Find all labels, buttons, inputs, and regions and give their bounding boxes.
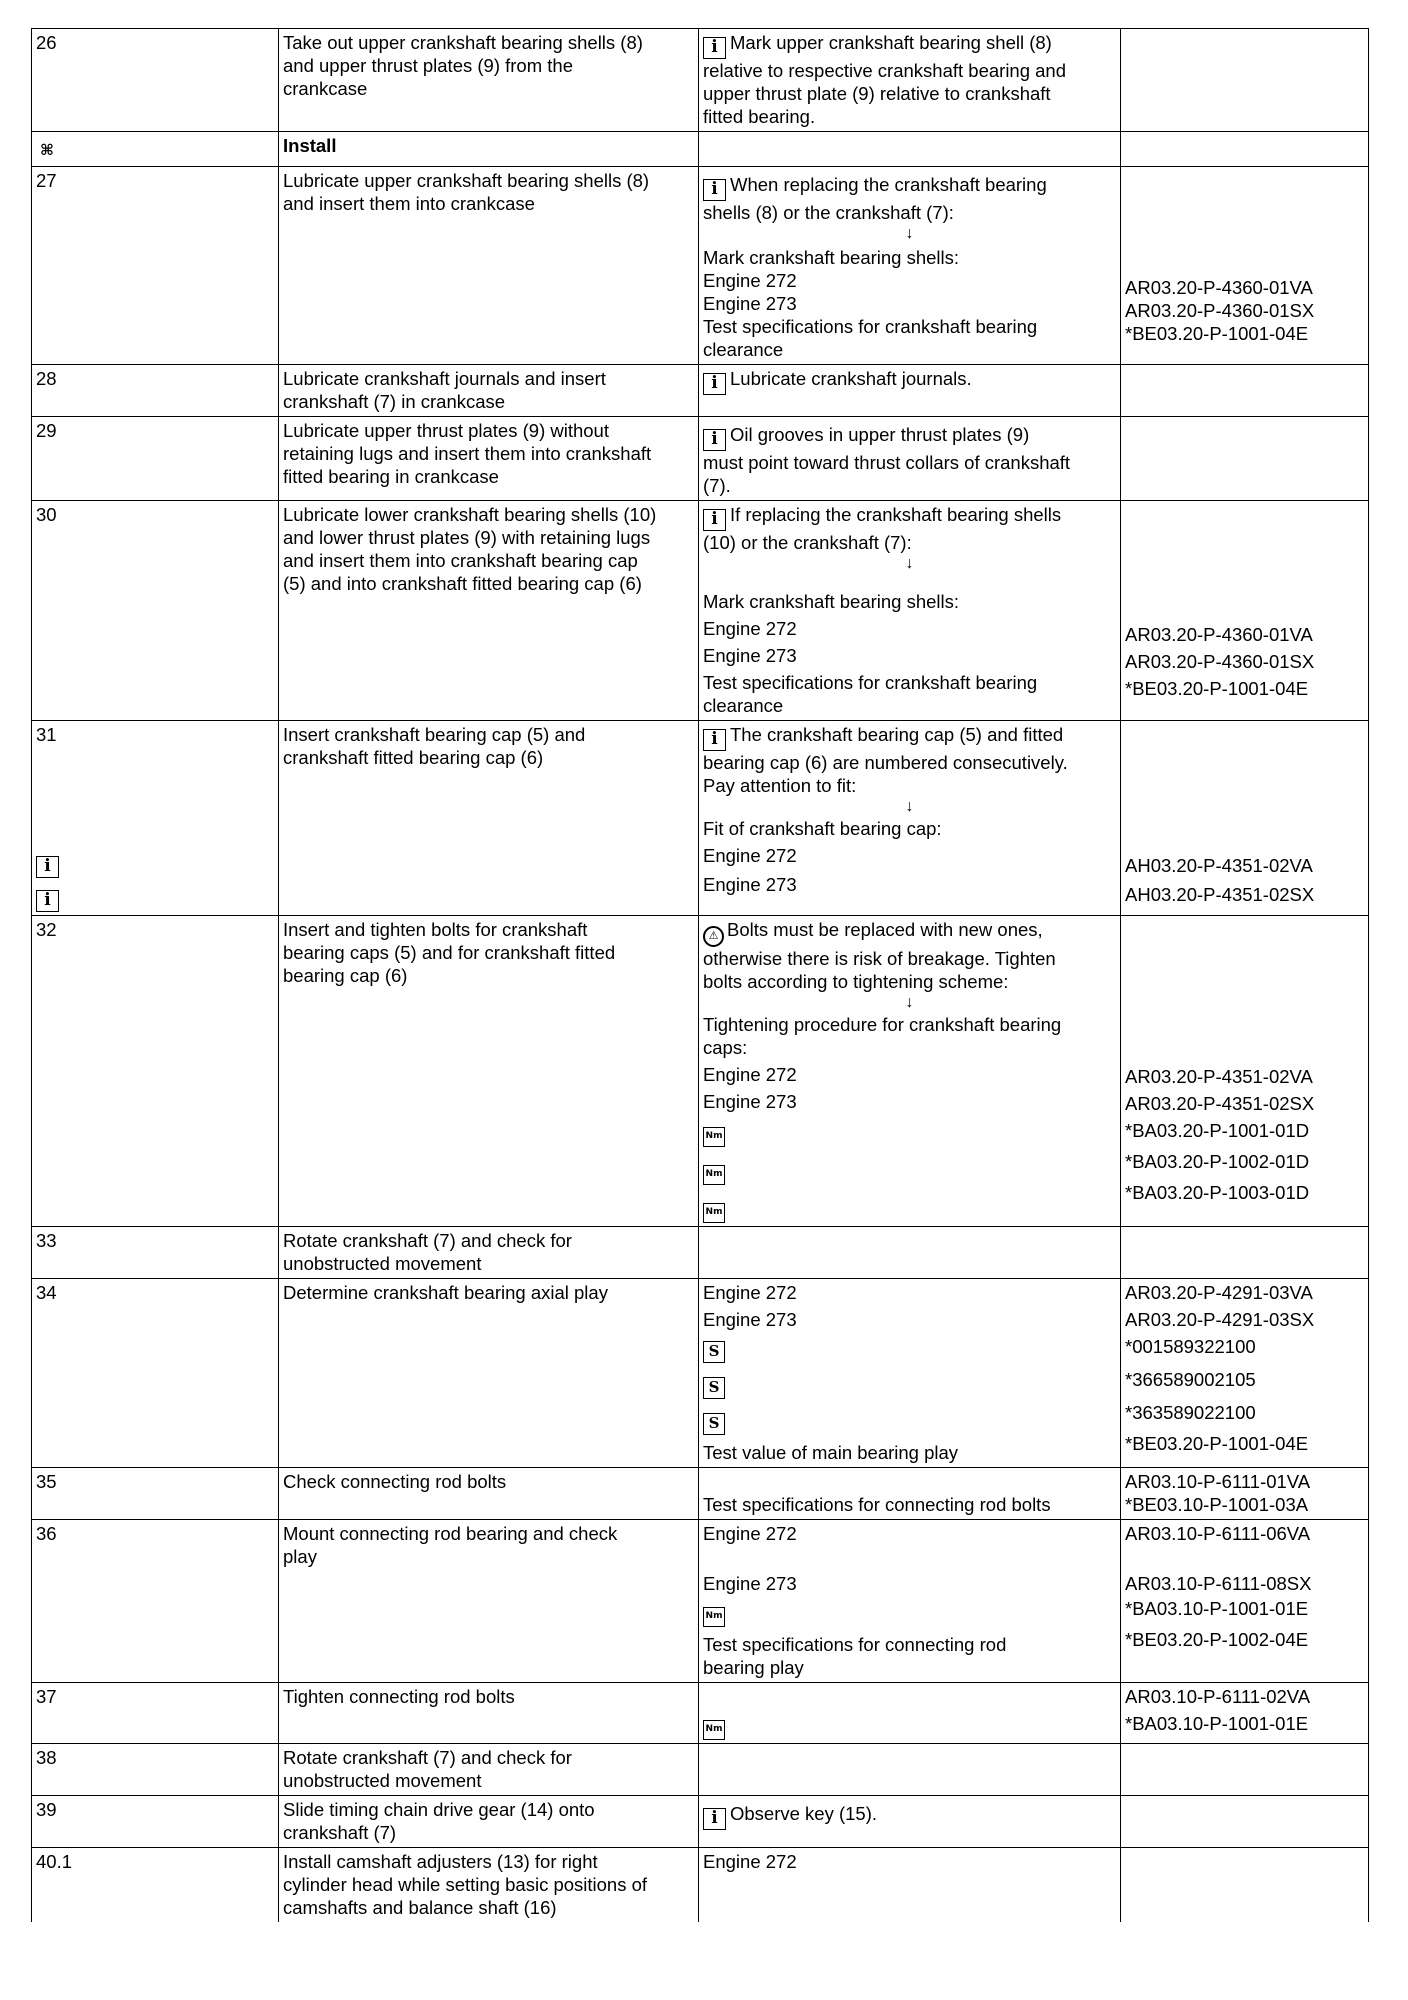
step-number: 27 xyxy=(32,167,279,365)
step-number: 33 xyxy=(32,1227,279,1279)
step-number: 32 xyxy=(32,916,279,1227)
info-icon: i xyxy=(703,179,726,201)
reference-link[interactable]: *BA03.20-P-1003-01D xyxy=(1125,1182,1310,1203)
torque-nm-icon[interactable]: Nm xyxy=(703,1127,725,1147)
step-note: Engine 272 xyxy=(699,1848,1121,1923)
step-number: 39 xyxy=(32,1796,279,1848)
install-icon: ⌘ xyxy=(40,141,54,159)
info-icon: i xyxy=(703,729,726,751)
step-reference xyxy=(1121,167,1369,365)
step-number: 36 xyxy=(32,1520,279,1683)
reference-link[interactable]: *363589022100 xyxy=(1125,1402,1256,1423)
step-note: Test specifications for connecting rod bolts xyxy=(699,1468,1121,1520)
step-description: Check connecting rod bolts xyxy=(279,1468,699,1520)
reference-link[interactable]: *BA03.20-P-1002-01D xyxy=(1125,1151,1310,1172)
step-description: Lubricate crankshaft journals and insert crankshaft (7) in crankcase xyxy=(279,365,699,417)
table-row xyxy=(32,1796,1369,1848)
torque-nm-icon[interactable]: Nm xyxy=(703,1607,725,1627)
step-description: Lubricate lower crankshaft bearing shells (10) and lower thrust plates (9) with retaining lugs and insert them into crankshaft bearing cap (5) and into crankshaft fitted bearing cap (6) xyxy=(279,501,699,721)
info-icon[interactable]: i xyxy=(36,856,59,878)
reference-link[interactable]: AR03.10-P-6111-02VA xyxy=(1125,1686,1311,1707)
table-row xyxy=(32,1848,1369,1923)
step-reference xyxy=(1121,1520,1369,1683)
table-row xyxy=(32,417,1369,501)
reference-link[interactable]: AH03.20-P-4351-02SX xyxy=(1125,884,1315,905)
info-icon: i xyxy=(703,509,726,531)
step-note: i The crankshaft bearing cap (5) and fitted bearing cap (6) are numbered consecutively. Pay attention to fit: ↓ Fit of crankshaft bearing cap: Engine 272 Engine 273 xyxy=(699,721,1121,916)
table-row xyxy=(32,916,1369,1227)
reference-link[interactable]: AR03.20-P-4360-01SX xyxy=(1125,300,1315,321)
table-row xyxy=(32,167,1369,365)
section-row xyxy=(32,132,1369,167)
reference-link[interactable]: AR03.20-P-4360-01VA xyxy=(1125,624,1313,645)
step-description: Mount connecting rod bearing and check play xyxy=(279,1520,699,1683)
step-note: i If replacing the crankshaft bearing shells (10) or the crankshaft (7): ↓ Mark crankshaft bearing shells: Engine 272 Engine 273 Test specifications for crankshaft bearing clearance xyxy=(699,501,1121,721)
step-number: 38 xyxy=(32,1744,279,1796)
step-number: 35 xyxy=(32,1468,279,1520)
step-number: 40.1 xyxy=(32,1848,279,1923)
table-row xyxy=(32,29,1369,132)
table-row xyxy=(32,1468,1369,1520)
reference-link[interactable]: AR03.20-P-4291-03VA xyxy=(1125,1282,1313,1303)
torque-nm-icon[interactable]: Nm xyxy=(703,1203,725,1223)
step-note: ⚠ Bolts must be replaced with new ones, otherwise there is risk of breakage. Tighten bolts according to tightening scheme: ↓ Tightening procedure for crankshaft bearing caps: Engine 272 Engine 273 Nm Nm Nm xyxy=(699,916,1121,1227)
step-reference xyxy=(1121,1683,1369,1744)
info-icon: i xyxy=(703,1808,726,1830)
reference-link[interactable]: AH03.20-P-4351-02VA xyxy=(1125,855,1313,876)
info-icon: i xyxy=(703,373,726,395)
section-title: Install xyxy=(279,132,699,167)
warning-icon: ⚠ xyxy=(703,926,724,947)
reference-link[interactable]: *BA03.10-P-1001-01E xyxy=(1125,1713,1309,1734)
torque-nm-icon[interactable]: Nm xyxy=(703,1720,725,1740)
step-description: Determine crankshaft bearing axial play xyxy=(279,1279,699,1468)
step-number: 28 xyxy=(32,365,279,417)
special-tool-icon[interactable]: S xyxy=(703,1377,725,1399)
step-note xyxy=(699,1683,1121,1744)
step-description: Insert crankshaft bearing cap (5) and crankshaft fitted bearing cap (6) xyxy=(279,721,699,916)
step-number: 37 xyxy=(32,1683,279,1744)
step-description: Lubricate upper thrust plates (9) without retaining lugs and insert them into crankshaft fitted bearing in crankcase xyxy=(279,417,699,501)
step-note: Engine 272 Engine 273 S S S Test value of main bearing play xyxy=(699,1279,1121,1468)
step-reference xyxy=(1121,1279,1369,1468)
special-tool-icon[interactable]: S xyxy=(703,1341,725,1363)
table-row xyxy=(32,1744,1369,1796)
reference-link[interactable]: AR03.10-P-6111-01VA xyxy=(1125,1471,1311,1492)
step-note: Engine 272 Engine 273 Nm Test specifications for connecting rod bearing play xyxy=(699,1520,1121,1683)
step-reference xyxy=(1121,29,1369,132)
step-note: i Lubricate crankshaft journals. xyxy=(699,365,1121,417)
special-tool-icon[interactable]: S xyxy=(703,1413,725,1435)
table-row xyxy=(32,501,1369,721)
step-number: 26 xyxy=(32,29,279,132)
step-description: Lubricate upper crankshaft bearing shells (8) and insert them into crankcase xyxy=(279,167,699,365)
down-arrow-icon: ↓ xyxy=(905,798,914,815)
step-description: Rotate crankshaft (7) and check for unobstructed movement xyxy=(279,1227,699,1279)
step-number: 31 i i xyxy=(32,721,279,916)
step-description: Rotate crankshaft (7) and check for unobstructed movement xyxy=(279,1744,699,1796)
reference-link[interactable]: AR03.20-P-4351-02VA xyxy=(1125,1066,1313,1087)
step-reference xyxy=(1121,501,1369,721)
step-description: Tighten connecting rod bolts xyxy=(279,1683,699,1744)
reference-link[interactable]: *BE03.20-P-1001-04E xyxy=(1125,323,1309,344)
step-number: 29 xyxy=(32,417,279,501)
down-arrow-icon: ↓ xyxy=(905,994,914,1011)
reference-link[interactable]: AR03.10-P-6111-06VA xyxy=(1125,1523,1311,1544)
info-icon: i xyxy=(703,37,726,59)
reference-link[interactable]: *366589002105 xyxy=(1125,1369,1256,1390)
procedure-table xyxy=(31,28,1369,1922)
step-note: i Oil grooves in upper thrust plates (9) must point toward thrust collars of crankshaft (7). xyxy=(699,417,1121,501)
reference-link[interactable]: *BE03.20-P-1002-04E xyxy=(1125,1629,1309,1650)
step-note: i Observe key (15). xyxy=(699,1796,1121,1848)
reference-link[interactable]: *BA03.10-P-1001-01E xyxy=(1125,1598,1309,1619)
reference-link[interactable]: *BE03.20-P-1001-04E xyxy=(1125,678,1309,699)
reference-link[interactable]: *BE03.20-P-1001-04E xyxy=(1125,1433,1309,1454)
reference-link[interactable]: AR03.20-P-4291-03SX xyxy=(1125,1309,1315,1330)
step-reference xyxy=(1121,721,1369,916)
table-row xyxy=(32,1683,1369,1744)
step-description: Insert and tighten bolts for crankshaft bearing caps (5) and for crankshaft fitted bearing cap (6) xyxy=(279,916,699,1227)
down-arrow-icon: ↓ xyxy=(905,555,914,572)
table-row xyxy=(32,1227,1369,1279)
down-arrow-icon: ↓ xyxy=(905,225,914,242)
reference-link[interactable]: AR03.20-P-4360-01VA xyxy=(1125,277,1313,298)
info-icon[interactable]: i xyxy=(36,890,59,912)
step-number: 34 xyxy=(32,1279,279,1468)
table-row xyxy=(32,1520,1369,1683)
table-row xyxy=(32,1279,1369,1468)
step-description: Slide timing chain drive gear (14) onto crankshaft (7) xyxy=(279,1796,699,1848)
reference-link[interactable]: *BA03.20-P-1001-01D xyxy=(1125,1120,1310,1141)
reference-link[interactable]: AR03.10-P-6111-08SX xyxy=(1125,1573,1312,1594)
info-icon: i xyxy=(703,429,726,451)
step-reference xyxy=(1121,1468,1369,1520)
step-number: 30 xyxy=(32,501,279,721)
table-row xyxy=(32,721,1369,916)
reference-link[interactable]: AR03.20-P-4351-02SX xyxy=(1125,1093,1315,1114)
step-note: i Mark upper crankshaft bearing shell (8) relative to respective crankshaft bearing and upper thrust plate (9) relative to crankshaft fitted bearing. xyxy=(699,29,1121,132)
step-description: Install camshaft adjusters (13) for right cylinder head while setting basic positions of camshafts and balance shaft (16) xyxy=(279,1848,699,1923)
reference-link[interactable]: *001589322100 xyxy=(1125,1336,1256,1357)
reference-link[interactable]: *BE03.10-P-1001-03A xyxy=(1125,1494,1309,1515)
step-note: i When replacing the crankshaft bearing shells (8) or the crankshaft (7): ↓ Mark crankshaft bearing shells: Engine 272 Engine 273 Test specifications for crankshaft bearing clearance xyxy=(699,167,1121,365)
step-reference xyxy=(1121,916,1369,1227)
step-description: Take out upper crankshaft bearing shells (8) and upper thrust plates (9) from the crankcase xyxy=(279,29,699,132)
torque-nm-icon[interactable]: Nm xyxy=(703,1165,725,1185)
reference-link[interactable]: AR03.20-P-4360-01SX xyxy=(1125,651,1315,672)
table-row xyxy=(32,365,1369,417)
